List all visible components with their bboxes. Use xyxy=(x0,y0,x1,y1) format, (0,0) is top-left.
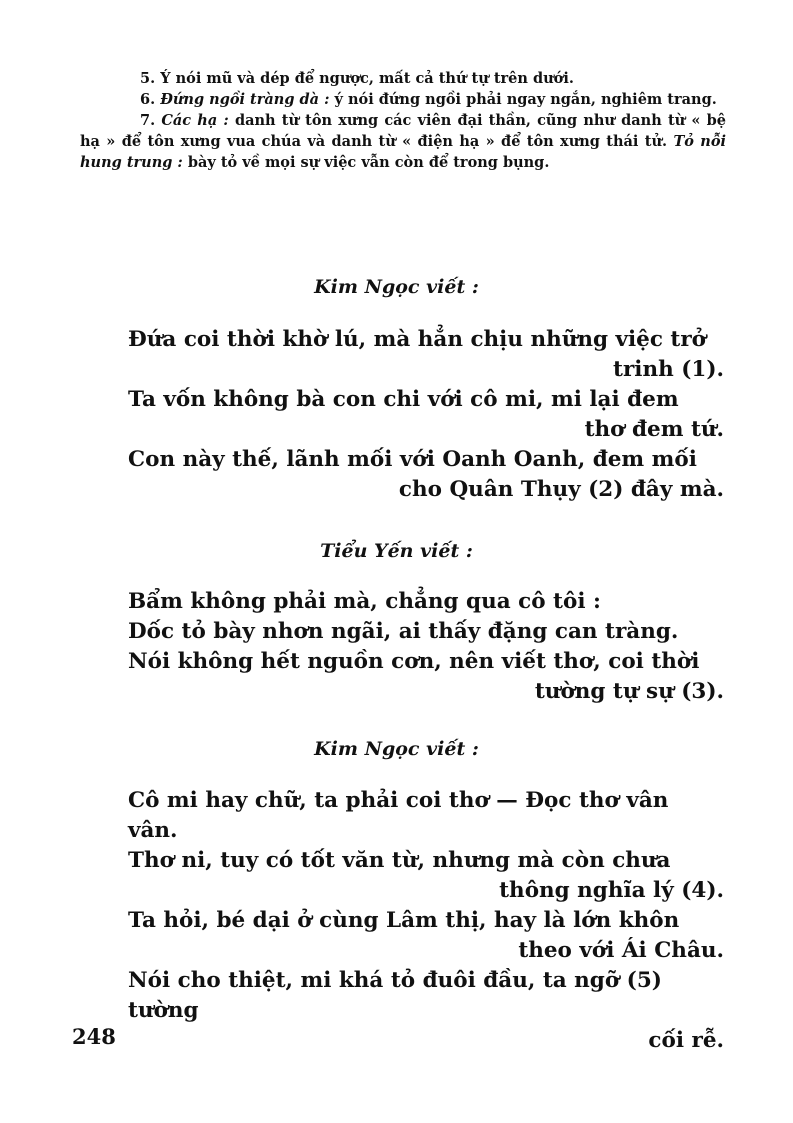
verse-continuation: trinh (1). xyxy=(613,357,724,382)
verse-line xyxy=(128,617,724,647)
verse-continuation: thơ đem tứ. xyxy=(584,417,724,442)
speaker-heading: Kim Ngọc viết : xyxy=(314,738,479,760)
verse-text: Nói cho thiệt, mi khá tỏ đuôi đầu, ta ngỡ (5) tường xyxy=(128,968,662,1023)
footnotes xyxy=(80,68,726,173)
verse-line xyxy=(128,445,724,505)
verse-line xyxy=(128,647,724,707)
verse-line xyxy=(128,587,724,617)
verse-line xyxy=(128,325,724,385)
verse-continuation: cho Quân Thụy (2) đây mà. xyxy=(398,477,724,502)
verse-text: Nói không hết nguồn cơn, nên viết thơ, coi thời xyxy=(128,649,700,674)
footnote-number: 5. xyxy=(140,70,156,87)
verse-line xyxy=(128,906,724,966)
footnote-text: danh từ tôn xưng các viên đại thần, cũng như danh từ « bệ hạ » để tôn xưng vua chúa và danh từ « điện hạ » để tôn xưng thái tử. xyxy=(80,112,726,150)
footnote-term: Đứng ngồi tràng dà : xyxy=(160,91,330,108)
verse-line xyxy=(128,786,724,846)
verse-text: Thơ ni, tuy có tốt văn từ, nhưng mà còn chưa xyxy=(128,848,671,873)
verse-text: Bẩm không phải mà, chẳng qua cô tôi : xyxy=(128,589,601,614)
verse-line xyxy=(128,385,724,445)
footnote-text: Ý nói mũ và dép để ngược, mất cả thứ tự trên dưới. xyxy=(160,70,574,87)
verse-text: Đứa coi thời khờ lú, mà hẳn chịu những việc trở xyxy=(128,327,707,352)
footnote-5 xyxy=(80,68,726,89)
footnote-text: bày tỏ về mọi sự việc vẫn còn để trong bụng. xyxy=(182,154,550,171)
verse-text: Dốc tỏ bày nhơn ngãi, ai thấy đặng can tràng. xyxy=(128,619,679,644)
verse-block xyxy=(128,786,724,1056)
verse-text: Con này thế, lãnh mối với Oanh Oanh, đem mối xyxy=(128,447,697,472)
footnote-text: ý nói đứng ngồi phải ngay ngắn, nghiêm trang. xyxy=(329,91,717,108)
verse-line xyxy=(128,846,724,906)
verse-block xyxy=(128,587,724,707)
verse-line xyxy=(128,966,724,1056)
verse-text: Ta vốn không bà con chi với cô mi, mi lại đem xyxy=(128,387,679,412)
verse-continuation: theo với Ái Châu. xyxy=(518,938,724,963)
verse-continuation: tường tự sự (3). xyxy=(534,679,724,704)
footnote-term: Tỏ nỗi hung trung : xyxy=(80,133,726,171)
verse-text: Cô mi hay chữ, ta phải coi thơ — Đọc thơ vân vân. xyxy=(128,788,669,843)
page-number: 248 xyxy=(72,1024,116,1049)
speaker-heading: Kim Ngọc viết : xyxy=(314,276,479,298)
verse-continuation: thông nghĩa lý (4). xyxy=(499,878,724,903)
footnote-7 xyxy=(80,110,726,173)
footnote-number: 7. xyxy=(140,112,156,129)
verse-continuation: cối rễ. xyxy=(648,1028,724,1053)
verse-block xyxy=(128,325,724,505)
footnote-6 xyxy=(80,89,726,110)
verse-text: Ta hỏi, bé dại ở cùng Lâm thị, hay là lớn khôn xyxy=(128,908,680,933)
speaker-heading: Tiểu Yến viết : xyxy=(320,540,473,562)
footnote-number: 6. xyxy=(140,91,156,108)
footnote-term: Các hạ : xyxy=(161,112,229,129)
